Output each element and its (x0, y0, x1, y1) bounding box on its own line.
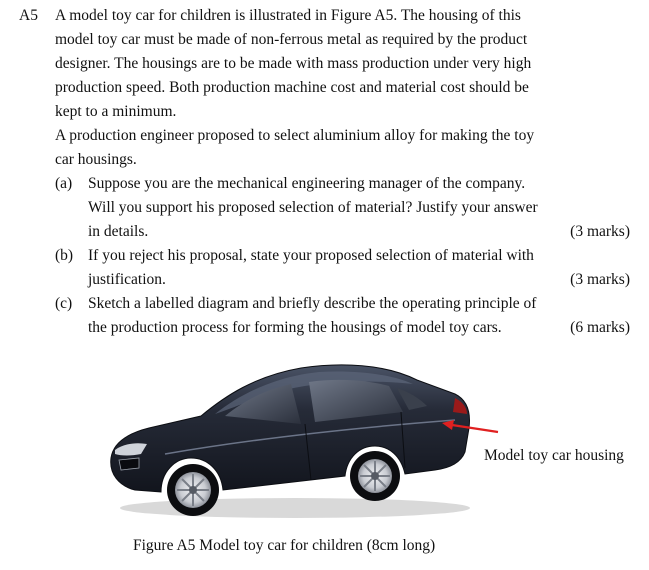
callout-arrow (440, 418, 502, 440)
part-c-label: (c) (55, 295, 73, 312)
part-b-line: If you reject his proposal, state your proposed selection of material with (88, 247, 534, 264)
part-b-marks: (3 marks) (570, 271, 630, 288)
part-a-label: (a) (55, 175, 73, 192)
figure-caption: Figure A5 Model toy car for children (8cm long) (133, 537, 436, 554)
intro-line: A model toy car for children is illustrated in Figure A5. The housing of this (55, 7, 521, 24)
proposal-line: car housings. (55, 151, 137, 168)
part-a-line: Suppose you are the mechanical engineering manager of the company. (88, 175, 526, 192)
part-a-line: in details. (88, 223, 149, 240)
part-a-line: Will you support his proposed selection of material? Justify your answer (88, 199, 538, 216)
part-b-label: (b) (55, 247, 74, 264)
intro-line: production speed. Both production machine cost and material cost should be (55, 79, 529, 96)
question-number: A5 (19, 7, 38, 24)
intro-line: kept to a minimum. (55, 103, 177, 120)
part-b-line: justification. (88, 271, 166, 288)
part-a-marks: (3 marks) (570, 223, 630, 240)
part-c-line: Sketch a labelled diagram and briefly describe the operating principle of (88, 295, 537, 312)
intro-line: designer. The housings are to be made with mass production under very high (55, 55, 532, 72)
toy-car-illustration (105, 350, 477, 520)
part-c-marks: (6 marks) (570, 319, 630, 336)
part-c-line: the production process for forming the housings of model toy cars. (88, 319, 502, 336)
callout-label: Model toy car housing (484, 447, 624, 464)
proposal-line: A production engineer proposed to select aluminium alloy for making the toy (55, 127, 535, 144)
intro-line: model toy car must be made of non-ferrous metal as required by the product (55, 31, 528, 48)
